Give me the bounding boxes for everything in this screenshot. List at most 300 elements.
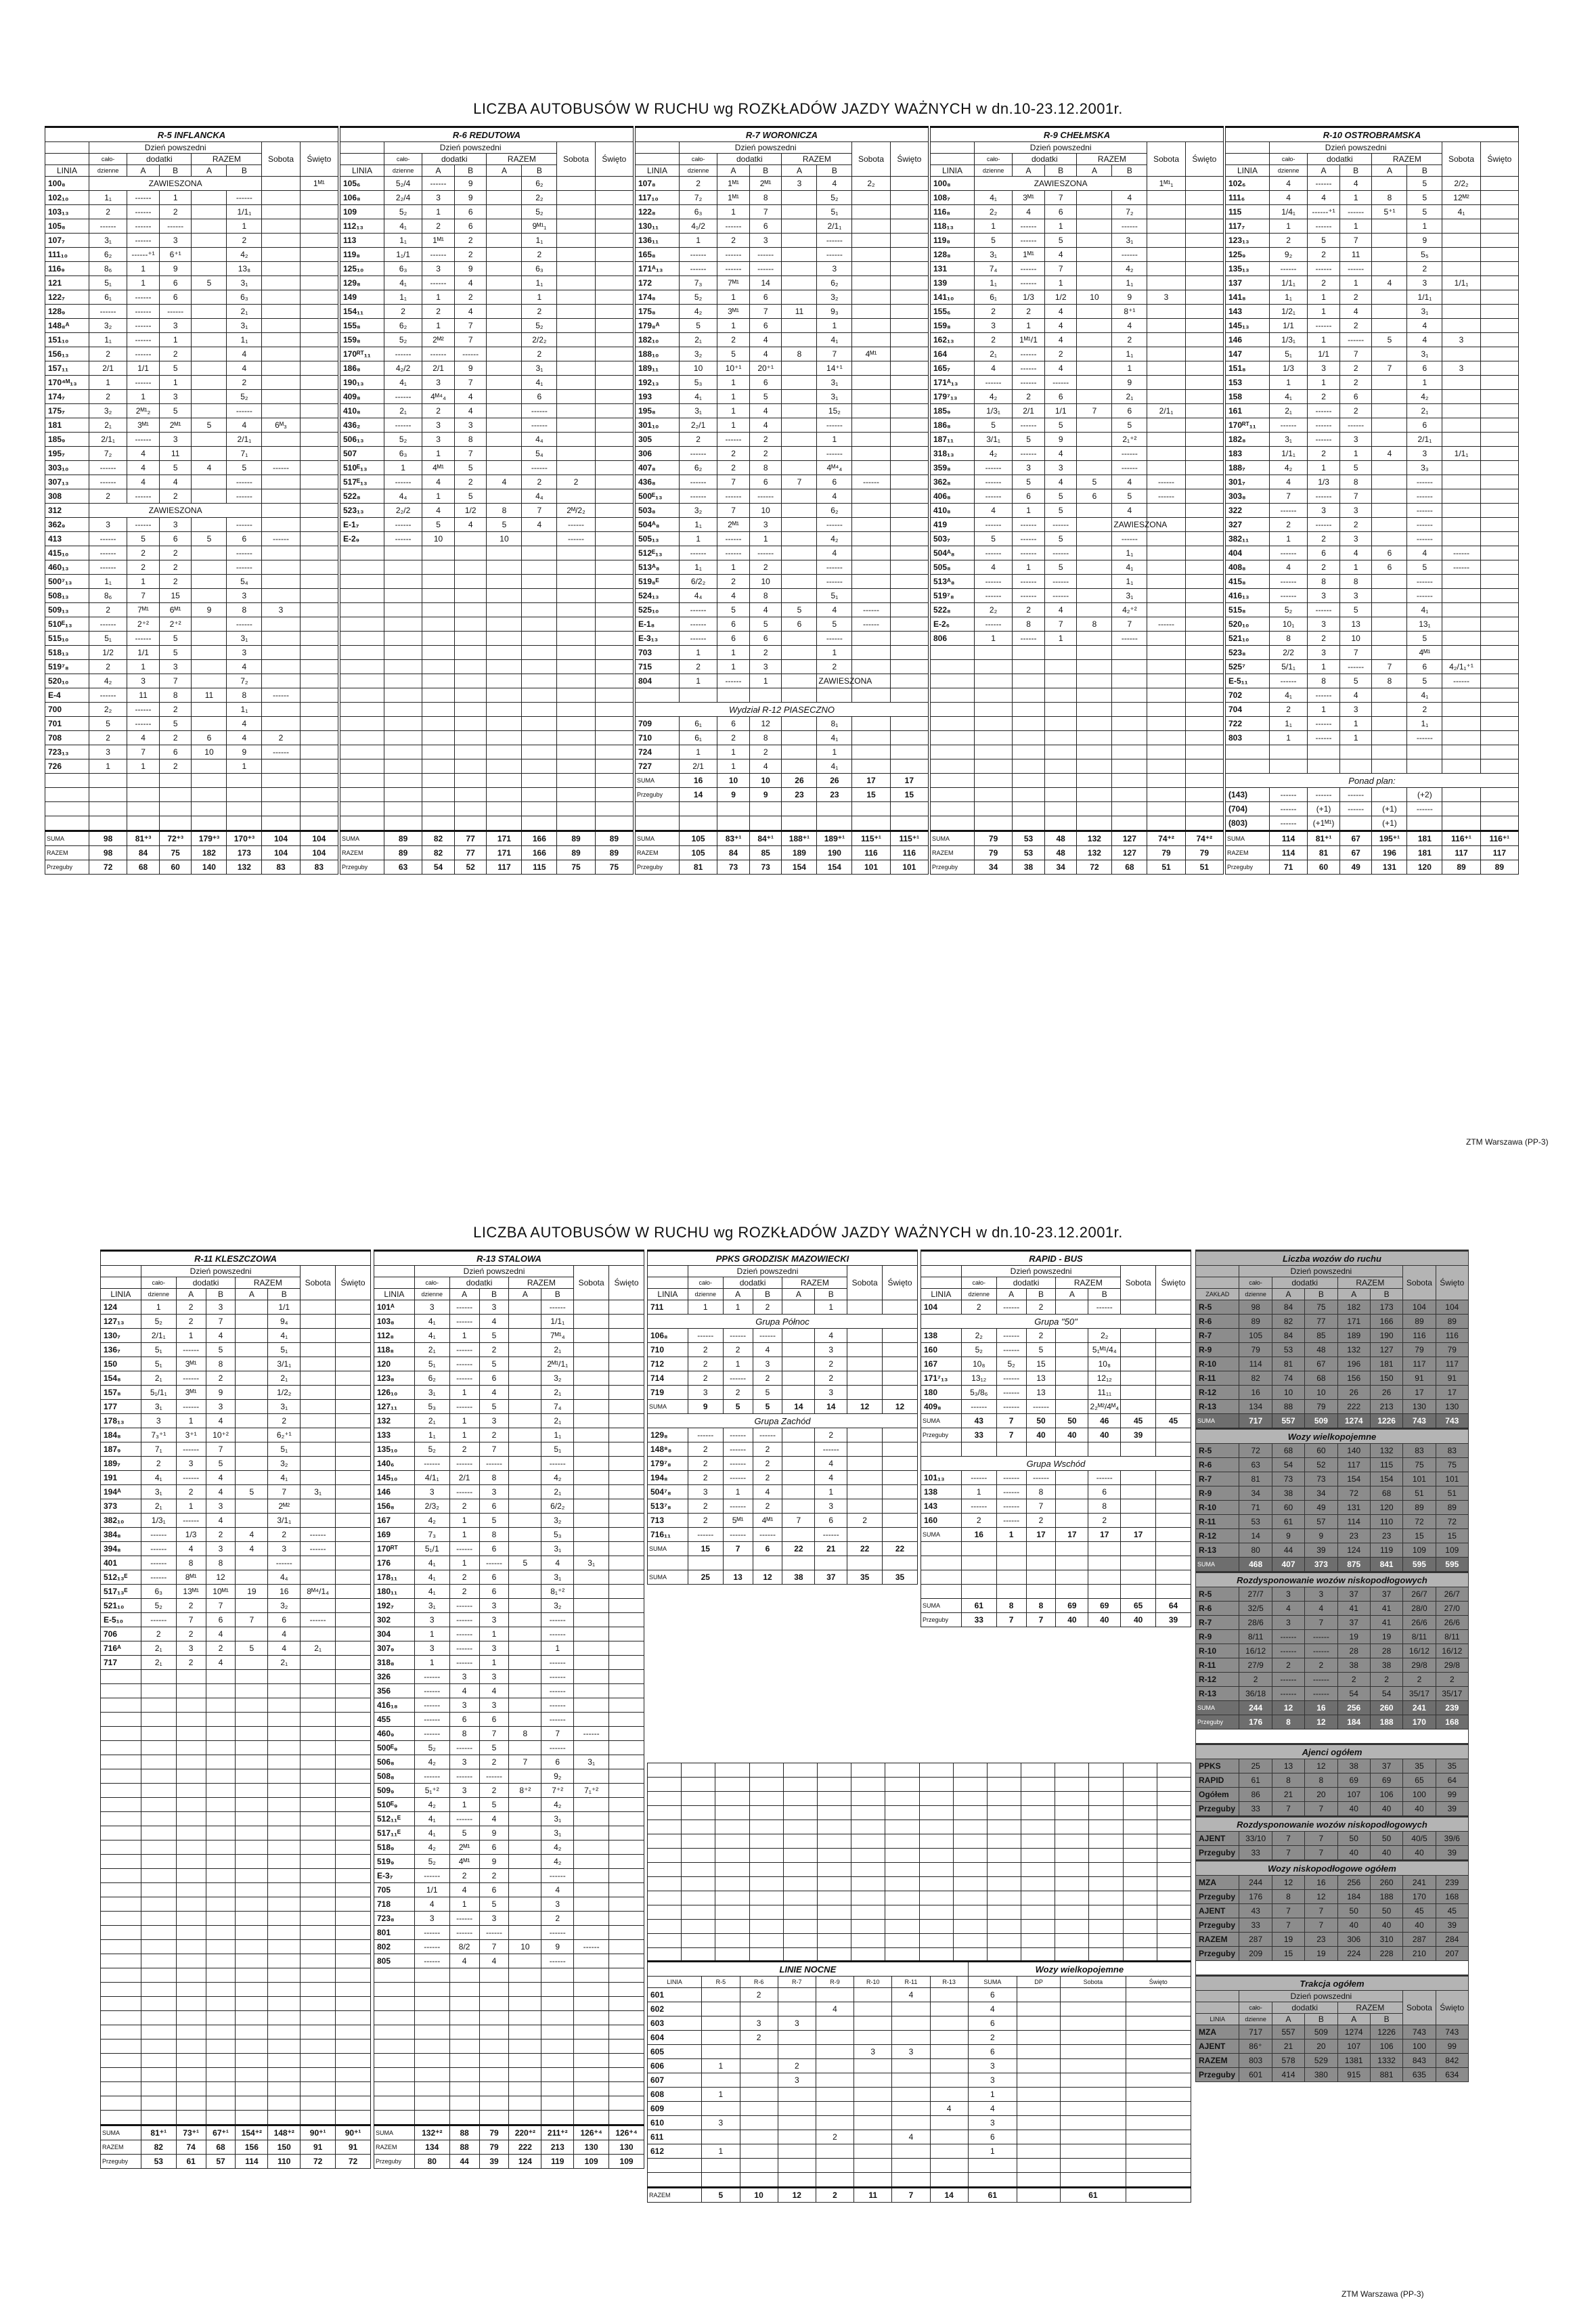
cell-value: [1147, 632, 1185, 646]
empty-cell: [268, 1741, 301, 1755]
cell-value: [740, 2144, 778, 2159]
cell-value: 5: [1044, 418, 1077, 433]
cell-value: ------: [262, 532, 300, 546]
cell-value: 2: [159, 347, 192, 361]
cell-value: ------: [1339, 802, 1372, 816]
col-a: A: [509, 1289, 541, 1300]
sum-value: 74: [176, 2140, 206, 2155]
ajenci-row: [1196, 1773, 1469, 1788]
empty-cell: [930, 2159, 968, 2173]
night-col: R-10: [854, 1977, 892, 1988]
cell-value: 80: [1239, 1543, 1272, 1558]
cell-value: 40/5: [1403, 1832, 1436, 1846]
cell-value: 7: [206, 1599, 236, 1613]
cell-value: [336, 1485, 371, 1499]
cell-value: 2/1: [89, 361, 127, 376]
empty-cell: [89, 802, 127, 816]
table-row: [648, 1357, 918, 1371]
cell-value: ------: [974, 617, 1012, 632]
line-number: 410₈: [340, 404, 384, 418]
cell-value: 4₂: [541, 1798, 574, 1812]
cell-value: [892, 2059, 930, 2073]
cell-value: [609, 1627, 644, 1641]
table-row: [648, 1485, 918, 1499]
cell-value: 2ᴹ¹/1₁: [541, 1357, 574, 1371]
table-row: [931, 234, 1224, 248]
nisko-ogolem-row: [1196, 1947, 1469, 1961]
cell-value: 5: [1308, 234, 1340, 248]
cell-value: 2: [159, 759, 192, 774]
cell-value: 241: [1403, 1876, 1436, 1890]
cell-value: 1₁: [384, 290, 422, 305]
sum-value: 7: [1026, 1613, 1056, 1627]
cell-value: 109: [1403, 1543, 1436, 1558]
cell-value: ------: [384, 347, 422, 361]
empty-cell: [953, 1792, 987, 1806]
cell-swieto: [300, 504, 338, 518]
cell-value: 38: [1272, 1486, 1304, 1501]
cell-value: [300, 433, 338, 447]
table-row: [636, 262, 929, 276]
cell-value: 3: [479, 1670, 509, 1684]
empty-cell: [176, 1727, 206, 1741]
sum-value: 83⁺¹: [717, 831, 750, 846]
empty-cell: [301, 1940, 336, 1954]
empty-cell: [595, 589, 633, 603]
cell-value: [847, 1528, 883, 1542]
cell-value: 5: [1407, 177, 1442, 191]
empty-cell: [1185, 802, 1223, 816]
sum-value: 8: [996, 1599, 1026, 1613]
cell-value: 6₁: [89, 290, 127, 305]
cell-value: 5: [974, 418, 1012, 433]
table-row: [101, 1528, 371, 1542]
sum-value: 89: [384, 831, 422, 846]
sum-value: 14: [679, 788, 717, 802]
cell-value: 40: [1403, 1802, 1436, 1817]
empty-cell: [1112, 688, 1147, 703]
cell-value: 2₁: [89, 418, 127, 433]
col-calo: cało-: [141, 1277, 176, 1289]
cell-value: 4ᴹ¹: [422, 461, 455, 475]
cell-value: 9: [454, 191, 487, 205]
cell-value: [1185, 475, 1223, 489]
col-dzien: Dzień powszedni: [679, 142, 851, 154]
table-row: [340, 290, 634, 305]
cell-value: ------: [522, 418, 557, 433]
cell-value: 2: [557, 475, 595, 489]
ajent-nisko-title-row: [1196, 1817, 1469, 1832]
empty-cell: [300, 774, 338, 788]
sum-label: RAZEM: [1226, 846, 1270, 860]
empty-cell: [176, 2025, 206, 2040]
cell-value: ------: [974, 546, 1012, 560]
cell-value: 11: [159, 447, 192, 461]
line-number: 141₈: [1226, 290, 1270, 305]
table-row: [101, 1627, 371, 1641]
cell-value: ------: [679, 632, 717, 646]
cell-value: 7: [268, 1485, 301, 1499]
cell-value: 7: [127, 589, 160, 603]
cell-value: 25: [1239, 1759, 1272, 1773]
cell-value: [782, 759, 817, 774]
cell-value: [557, 219, 595, 234]
col-linia-label: LINIA: [340, 165, 384, 177]
empty-cell: [487, 575, 522, 589]
cell-value: ------: [1269, 674, 1307, 688]
cell-value: 1: [679, 234, 717, 248]
col-linia: [340, 142, 384, 154]
sum-value: 83: [262, 860, 300, 875]
cell-value: [892, 2002, 930, 2016]
cell-value: 6: [206, 1613, 236, 1627]
sum-value: 79: [1185, 846, 1223, 860]
cell-value: [1442, 703, 1480, 717]
cell-value: 182: [1337, 1300, 1370, 1315]
empty-cell: [974, 703, 1012, 717]
line-number: 116₉: [45, 262, 89, 276]
cell-value: [300, 617, 338, 632]
empty-cell: [648, 1820, 682, 1834]
sum-value: 126⁺⁴: [574, 2125, 609, 2140]
empty-cell: [422, 717, 455, 731]
cell-value: [300, 319, 338, 333]
empty-cell: [1055, 1863, 1089, 1877]
cell-value: 19: [1272, 1933, 1304, 1947]
cell-value: [1147, 276, 1185, 290]
cell-value: 2/1₁: [1147, 404, 1185, 418]
cell-value: 5: [236, 1641, 268, 1656]
table-row: [101, 1300, 371, 1315]
cell-value: 7: [509, 1755, 541, 1769]
cell-value: 2: [1436, 1673, 1468, 1687]
cell-value: 117: [1337, 1458, 1370, 1472]
cell-value: 2: [206, 1641, 236, 1656]
cell-value: 1/3: [1013, 290, 1045, 305]
cell-value: 1226: [1370, 2025, 1402, 2040]
cell-value: 1: [159, 376, 192, 390]
cell-value: ------: [227, 518, 262, 532]
cell-value: 4: [749, 418, 782, 433]
line-number: 100₈: [45, 177, 89, 191]
col-a: A: [723, 1289, 753, 1300]
cell-value: 26: [1337, 1386, 1370, 1400]
cell-value: 3: [422, 262, 455, 276]
cell-value: 4ᴹ¹: [449, 1855, 479, 1869]
cell-value: 168: [1436, 1890, 1468, 1904]
table-row: [1226, 361, 1519, 376]
cell-value: [702, 2002, 740, 2016]
suspended-label: ZAWIESZONA: [89, 504, 261, 518]
empty-cell: [236, 1883, 268, 1897]
cell-value: [336, 1585, 371, 1599]
cell-value: ------: [1269, 802, 1307, 816]
cell-value: [557, 262, 595, 276]
sum-value: 117: [1480, 846, 1518, 860]
cell-value: [574, 1585, 609, 1599]
empty-cell: [1339, 745, 1372, 759]
cell-value: ------: [723, 1499, 753, 1514]
col-dodatki: dodatki: [1272, 2002, 1337, 2014]
cell-value: 7: [1077, 404, 1112, 418]
empty-cell: [206, 1784, 236, 1798]
cell-value: ------: [127, 347, 160, 361]
empty-cell: [206, 1926, 236, 1940]
col-b: B: [1407, 165, 1442, 177]
col-dzienne: dzienne: [679, 165, 717, 177]
empty-cell: [682, 1820, 715, 1834]
cell-value: [509, 1869, 541, 1883]
cell-value: [300, 361, 338, 376]
empty-cell: [885, 1763, 919, 1778]
cell-value: [1442, 475, 1480, 489]
cell-value: [300, 475, 338, 489]
sum-value: 40: [1026, 1428, 1056, 1442]
line-number: 359₈: [931, 461, 975, 475]
cell-value: 2₁: [384, 404, 422, 418]
empty-cell: [522, 759, 557, 774]
empty-cell: [176, 2011, 206, 2025]
cell-value: [192, 234, 227, 248]
cell-value: 2: [688, 1499, 723, 1514]
cell-value: [782, 418, 817, 433]
cell-value: 2₁: [301, 1641, 336, 1656]
table-row: [45, 717, 338, 731]
empty-cell: [1442, 759, 1480, 774]
cell-value: 1: [688, 1300, 723, 1315]
table-row: [45, 219, 338, 234]
table-row: [374, 1940, 644, 1954]
cell-value: 8/11: [1436, 1630, 1468, 1644]
col-sobota: Sobota: [852, 142, 890, 177]
cell-value: [609, 1457, 644, 1471]
cell-value: ------: [996, 1485, 1026, 1499]
cell-value: [609, 1784, 644, 1798]
empty-cell: [340, 802, 384, 816]
cell-value: 3ᴹ¹: [1013, 191, 1045, 205]
group-title: Grupa "50": [921, 1315, 1191, 1329]
empty-cell: [336, 1812, 371, 1826]
empty-cell: [1147, 731, 1185, 745]
empty-cell: [1308, 759, 1340, 774]
empty-cell: [449, 2068, 479, 2082]
cell-value: 3: [206, 1300, 236, 1315]
line-number: 186₈: [340, 361, 384, 376]
row-label: R-6: [1196, 1315, 1239, 1329]
cell-value: 5: [479, 1798, 509, 1812]
cell-sobota: [262, 177, 300, 191]
cell-value: ------: [1305, 1673, 1337, 1687]
cell-value: [557, 361, 595, 376]
empty-row: [374, 1968, 644, 1983]
cell-value: 5: [206, 1343, 236, 1357]
cell-value: 4₁/2: [679, 219, 717, 234]
cell-value: 4: [541, 1883, 574, 1897]
empty-cell: [487, 560, 522, 575]
cell-value: 3: [479, 1912, 509, 1926]
row-label: PPKS: [1196, 1759, 1239, 1773]
col-dzien: Dzień powszedni: [141, 1266, 300, 1277]
cell-value: 3: [702, 2116, 740, 2130]
empty-cell: [522, 660, 557, 674]
cell-value: [336, 1414, 371, 1428]
empty-cell: [268, 1755, 301, 1769]
cell-value: 14: [1239, 1529, 1272, 1543]
cell-value: 210: [1403, 1947, 1436, 1961]
cell-value: [236, 1357, 268, 1371]
cell-value: 40: [1370, 1846, 1402, 1861]
empty-cell: [101, 2054, 141, 2068]
cell-value: 8: [1088, 1499, 1121, 1514]
empty-cell: [479, 2040, 509, 2054]
r12-row: [636, 717, 929, 731]
cell-value: ------: [1013, 518, 1045, 532]
sum-value: 179⁺³: [192, 831, 227, 846]
cell-value: [1077, 205, 1112, 219]
cell-value: [854, 2144, 892, 2159]
cell-value: [609, 1599, 644, 1613]
table-row: [648, 1371, 918, 1386]
empty-cell: [236, 2011, 268, 2025]
cell-value: 8: [749, 461, 782, 475]
przeguby-row: [45, 860, 338, 875]
cell-value: [609, 1926, 644, 1940]
cell-value: 13: [1339, 617, 1372, 632]
header-row: [636, 142, 929, 154]
empty-cell: [715, 1863, 749, 1877]
cell-value: [1442, 262, 1480, 276]
cell-value: 2: [749, 646, 782, 660]
cell-value: [609, 1713, 644, 1727]
cell-value: [595, 418, 633, 433]
cell-value: [1147, 589, 1185, 603]
empty-cell: [1077, 816, 1112, 831]
cell-value: 106: [1370, 1788, 1402, 1802]
empty-cell: [522, 632, 557, 646]
row-label: R-10: [1196, 1357, 1239, 1371]
cell-value: 4: [454, 404, 487, 418]
empty-cell: [1017, 2159, 1060, 2173]
line-number: 515₈: [1226, 603, 1270, 617]
cell-value: 2: [1407, 703, 1442, 717]
cell-value: ------: [141, 1542, 176, 1556]
sum-value: 17: [1026, 1528, 1056, 1542]
cell-value: [1480, 333, 1518, 347]
empty-cell: [141, 1954, 176, 1968]
cell-value: 5₁: [1269, 347, 1307, 361]
depot-header-row: [45, 127, 338, 142]
cell-value: [609, 1315, 644, 1329]
cell-value: 2: [268, 1528, 301, 1542]
cell-value: 7₃⁺¹: [141, 1428, 176, 1442]
cell-value: 5: [974, 234, 1012, 248]
empty-cell: [1021, 1863, 1055, 1877]
col-sobota: Sobota: [1442, 142, 1480, 177]
cell-value: [236, 1457, 268, 1471]
cell-value: [301, 1315, 336, 1329]
cell-value: 34: [1305, 1486, 1337, 1501]
empty-cell: [268, 2040, 301, 2054]
cell-value: 37: [1370, 1587, 1402, 1602]
cell-value: 4₁: [414, 1812, 449, 1826]
line-number: 306: [636, 447, 680, 461]
cell-value: [609, 1798, 644, 1812]
empty-cell: [384, 816, 422, 831]
cell-value: [782, 1300, 815, 1315]
empty-cell: [336, 1983, 371, 1997]
empty-cell: [715, 1920, 749, 1934]
cell-value: [782, 1371, 815, 1386]
cell-value: 89: [1403, 1315, 1436, 1329]
cell-value: [890, 745, 928, 759]
line-number: 509₉: [374, 1784, 415, 1798]
cell-value: ------: [89, 219, 127, 234]
empty-cell: [522, 617, 557, 632]
cell-value: [852, 461, 890, 475]
cell-value: 7: [1305, 1616, 1337, 1630]
cell-value: 140: [1337, 1444, 1370, 1458]
cell-value: 4: [815, 1471, 847, 1485]
cell-value: ------: [996, 1400, 1026, 1414]
cell-value: 21: [1272, 2040, 1304, 2054]
empty-cell: [236, 1912, 268, 1926]
cell-value: 2: [1339, 319, 1372, 333]
cell-value: ------: [996, 1471, 1026, 1485]
empty-cell: [454, 788, 487, 802]
cell-value: 1: [679, 532, 717, 546]
cell-value: 2₂: [1088, 1329, 1121, 1343]
line-number: 801: [374, 1926, 415, 1940]
col-blank: [1196, 1277, 1239, 1289]
empty-cell: [454, 560, 487, 575]
empty-cell: [1089, 1792, 1123, 1806]
line-number: 604: [648, 2031, 702, 2045]
table-row: [374, 1627, 644, 1641]
cell-value: [816, 2102, 854, 2116]
sum-value: 77: [454, 846, 487, 860]
cell-value: 2: [679, 660, 717, 674]
cell-value: 9: [541, 1940, 574, 1954]
cell-value: 2₂: [89, 703, 127, 717]
empty-row: [45, 816, 338, 831]
line-number: 179⁷₁₃: [931, 390, 975, 404]
col-first: ZAKŁAD: [1196, 1289, 1239, 1300]
cell-value: ------: [1442, 546, 1480, 560]
cell-value: 5₁: [141, 1357, 176, 1371]
empty-cell: [541, 2025, 574, 2040]
cell-value: ------: [127, 305, 160, 319]
sum-value: 114: [1269, 831, 1307, 846]
empty-cell: [384, 717, 422, 731]
sum-value: 189: [782, 846, 817, 860]
sum-label: SUMA: [340, 831, 384, 846]
col-dodatki: dodatki: [127, 154, 192, 165]
cell-value: 4₂: [974, 390, 1012, 404]
cell-value: [1185, 333, 1223, 347]
empty-cell: [487, 646, 522, 660]
cell-value: [1185, 617, 1223, 632]
table-row: [636, 646, 929, 660]
line-number: 612: [648, 2144, 702, 2159]
cell-value: 3: [1339, 532, 1372, 546]
empty-cell: [1123, 1806, 1157, 1820]
col-a: A: [1372, 165, 1407, 177]
cell-value: 5: [1407, 205, 1442, 219]
sum-label: SUMA: [921, 1414, 962, 1428]
cell-value: [1480, 361, 1518, 376]
empty-cell: [557, 632, 595, 646]
empty-cell: [749, 1820, 783, 1834]
